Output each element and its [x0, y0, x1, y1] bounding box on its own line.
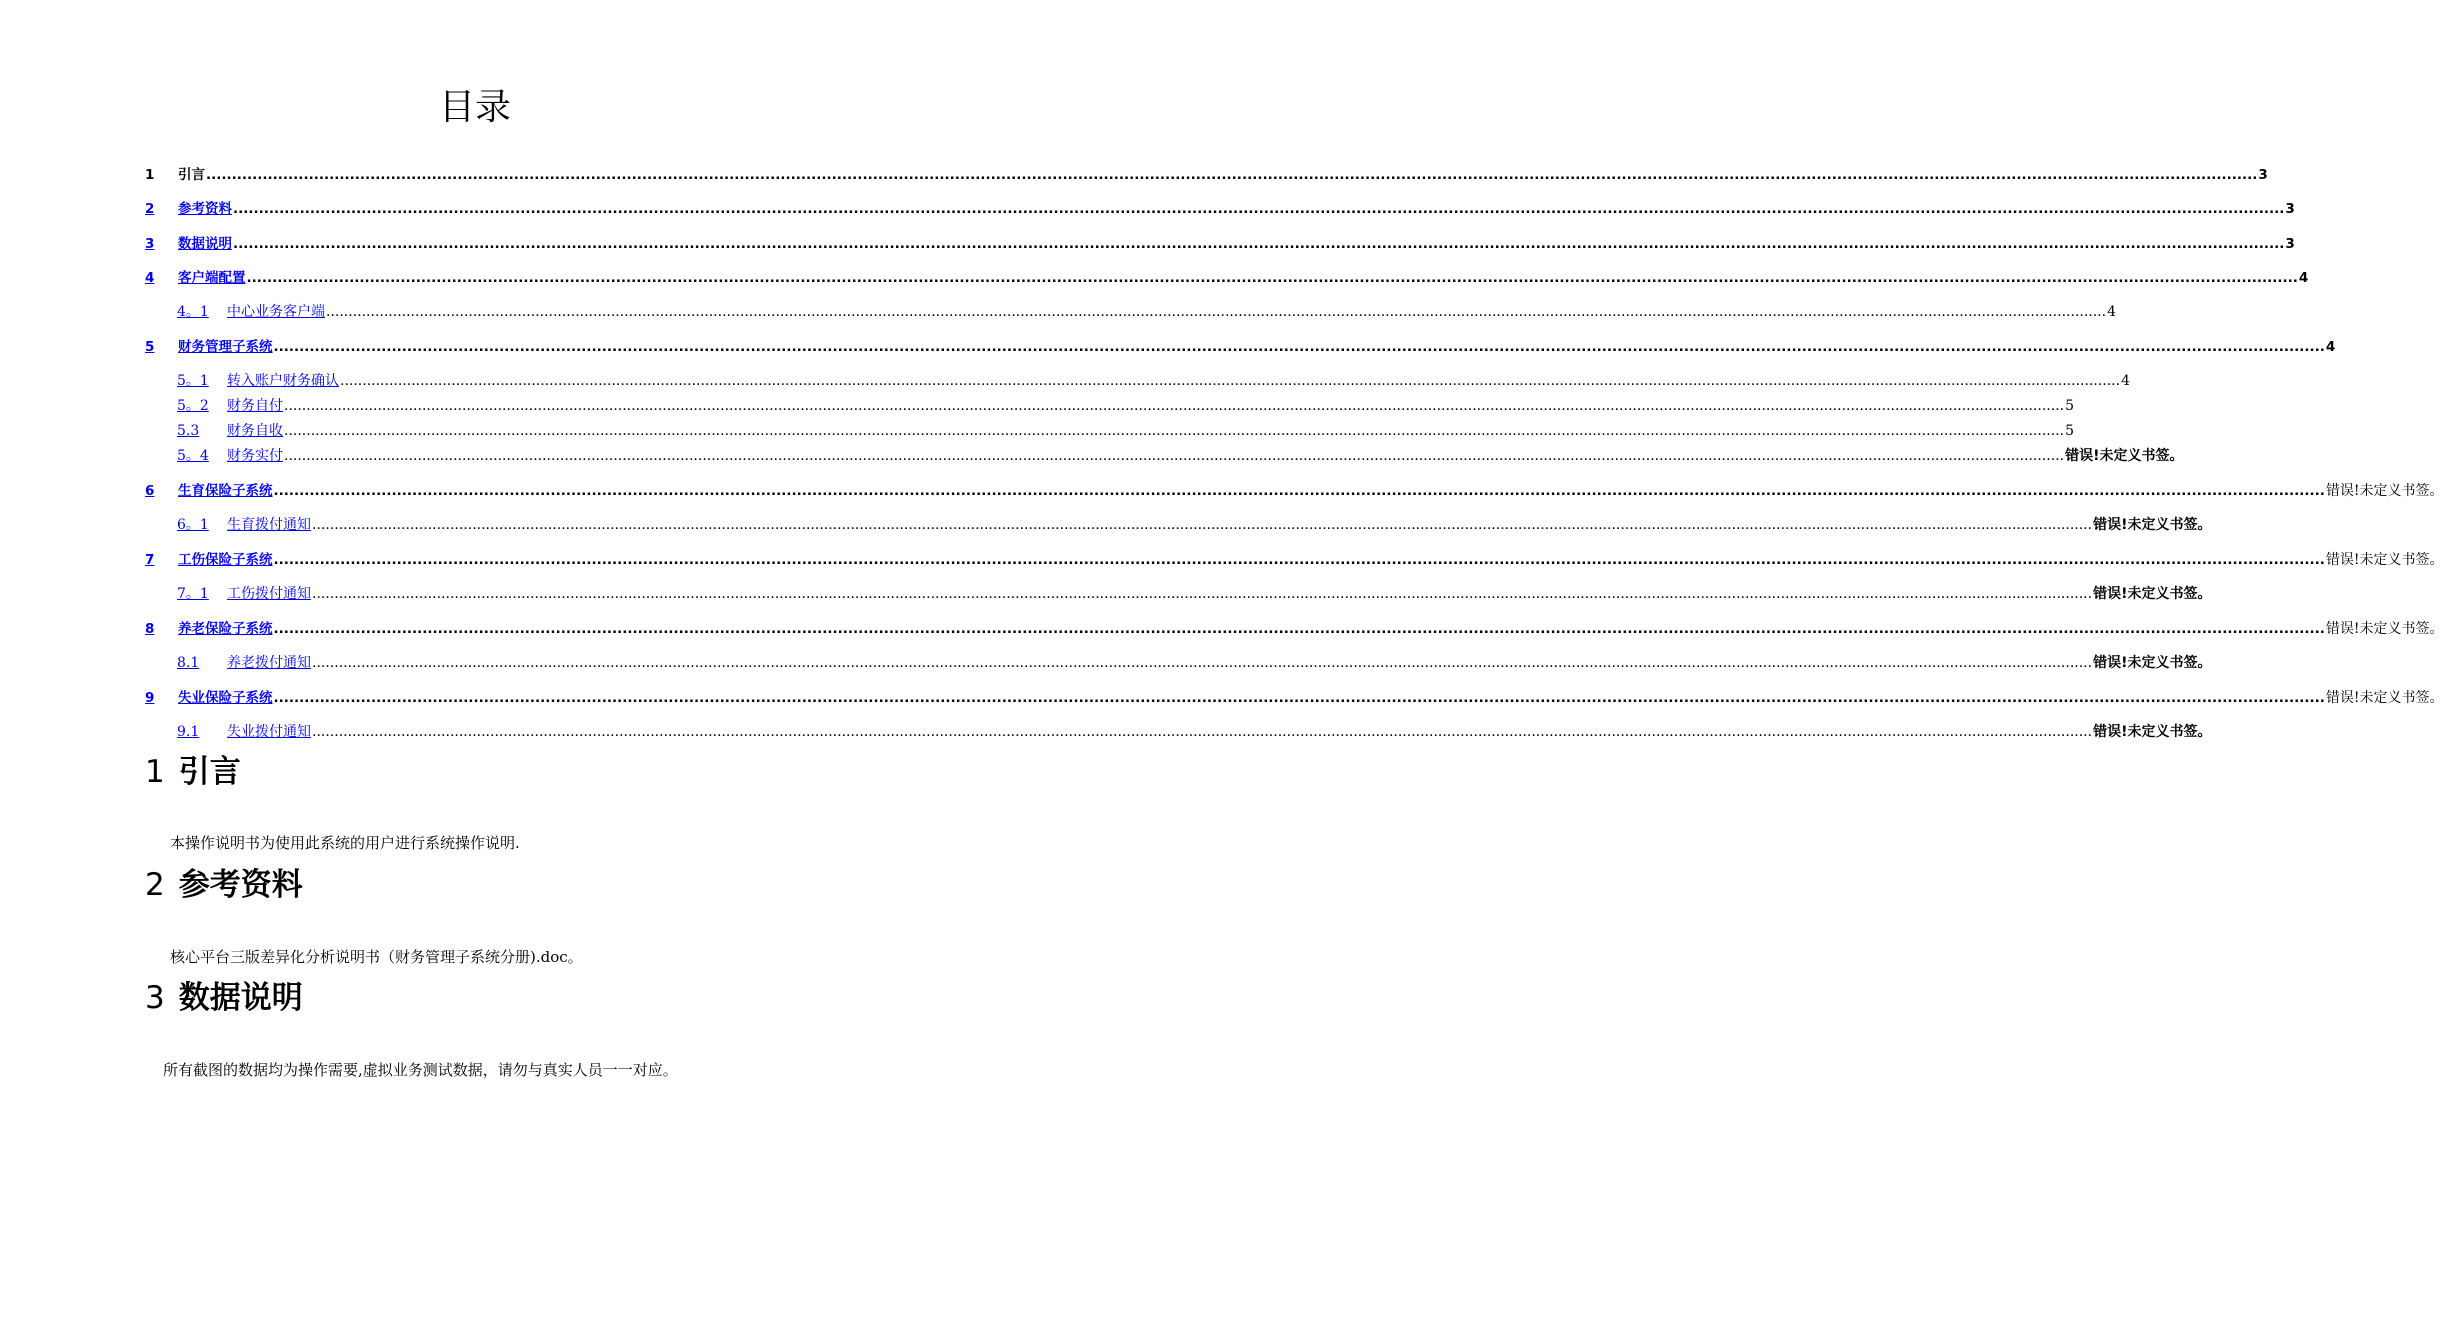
toc-dot-leader: ................................................................................................................................................................................................................................................................................................................................................................................................................	[273, 690, 2325, 706]
toc-title: 目录	[438, 87, 511, 128]
toc-entry-page: 4	[2121, 373, 2130, 389]
toc-entry-page: 错误!未定义书签。	[2325, 483, 2444, 499]
toc-entry[interactable]	[177, 368, 2130, 390]
toc-entry[interactable]	[145, 265, 2309, 287]
toc-entry-number: 5。1	[177, 373, 209, 389]
toc-entry-title: 生育拨付通知	[227, 517, 311, 533]
toc-entry[interactable]	[177, 299, 2116, 321]
toc-entry[interactable]	[145, 231, 2295, 253]
toc-entry[interactable]	[145, 547, 2444, 569]
toc-dot-leader: ................................................................................................................................................................................................................................................................................................................................................................................................................	[312, 586, 2093, 602]
toc-entry-page: 3	[2258, 167, 2268, 183]
toc-entry-number: 5。4	[177, 448, 209, 464]
toc-entry-page: 错误!未定义书签。	[2093, 517, 2212, 533]
toc-entry-number: 3	[145, 236, 155, 252]
toc-entry-page: 错误!未定义书签。	[2093, 586, 2212, 602]
toc-entry-number: 9.1	[177, 724, 200, 740]
toc-entry[interactable]	[177, 650, 2212, 672]
toc-dot-leader: ................................................................................................................................................................................................................................................................................................................................................................................................................	[284, 398, 2065, 414]
toc-dot-leader: ................................................................................................................................................................................................................................................................................................................................................................................................................	[312, 724, 2093, 740]
toc-entry-page: 错误!未定义书签。	[2325, 621, 2444, 637]
toc-entry-number: 4	[145, 270, 155, 286]
toc-dot-leader: ................................................................................................................................................................................................................................................................................................................................................................................................................	[246, 270, 2298, 286]
toc-entry[interactable]	[145, 334, 2336, 356]
toc-entry[interactable]	[177, 512, 2212, 534]
toc-entry-page: 3	[2285, 201, 2295, 217]
toc-entry-title: 转入账户财务确认	[227, 373, 339, 389]
toc-entry-title: 生育保险子系统	[178, 483, 273, 499]
toc-entry-title: 财务自付	[227, 398, 283, 414]
toc-entry-page: 错误!未定义书签。	[2093, 724, 2212, 740]
section-number: 2	[145, 867, 165, 903]
toc-entry-title: 财务管理子系统	[178, 339, 273, 355]
toc-entry[interactable]	[145, 162, 2268, 184]
toc-entry-title: 客户端配置	[178, 270, 246, 286]
toc-dot-leader: ................................................................................................................................................................................................................................................................................................................................................................................................................	[312, 517, 2093, 533]
toc-entry-number: 8.1	[177, 655, 200, 671]
toc-entry-number: 1	[145, 167, 155, 183]
toc-dot-leader: ................................................................................................................................................................................................................................................................................................................................................................................................................	[326, 304, 2107, 320]
toc-entry-number: 5	[145, 339, 155, 355]
toc-entry-title: 中心业务客户端	[227, 304, 325, 320]
toc-entry-page: 5	[2065, 398, 2074, 414]
toc-entry-number: 7	[145, 552, 155, 568]
toc-entry-number: 8	[145, 621, 155, 637]
toc-dot-leader: ................................................................................................................................................................................................................................................................................................................................................................................................................	[233, 236, 2285, 252]
toc-dot-leader: ................................................................................................................................................................................................................................................................................................................................................................................................................	[284, 423, 2065, 439]
toc-entry-title: 养老拨付通知	[227, 655, 311, 671]
toc-entry-number: 5。2	[177, 398, 209, 414]
toc-entry-title: 工伤拨付通知	[227, 586, 311, 602]
toc-entry-page: 3	[2285, 236, 2295, 252]
toc-entry-page: 错误!未定义书签。	[2325, 552, 2444, 568]
toc-entry[interactable]	[145, 478, 2444, 500]
section-body-1: 本操作说明书为使用此系统的用户进行系统操作说明.	[170, 834, 520, 852]
toc-entry-page: 4	[2298, 270, 2309, 286]
toc-entry[interactable]	[145, 196, 2295, 218]
toc-entry-title: 引言	[178, 167, 205, 183]
toc-entry-title: 失业保险子系统	[178, 690, 273, 706]
toc-entry-page: 4	[2325, 339, 2336, 355]
toc-entry[interactable]	[177, 581, 2212, 603]
toc-entry-page: 5	[2065, 423, 2074, 439]
toc-entry-title: 财务实付	[227, 448, 283, 464]
toc-dot-leader: ................................................................................................................................................................................................................................................................................................................................................................................................................	[273, 339, 2325, 355]
section-body-2: 核心平台三版差异化分析说明书（财务管理子系统分册).doc。	[170, 948, 583, 966]
toc-dot-leader: ................................................................................................................................................................................................................................................................................................................................................................................................................	[284, 448, 2065, 464]
toc-dot-leader: ................................................................................................................................................................................................................................................................................................................................................................................................................	[206, 167, 2258, 183]
toc-entry-page: 4	[2107, 304, 2116, 320]
toc-entry-number: 4。1	[177, 304, 209, 320]
section-number: 1	[145, 754, 165, 790]
toc-dot-leader: ................................................................................................................................................................................................................................................................................................................................................................................................................	[340, 373, 2121, 389]
toc-entry-number: 9	[145, 690, 155, 706]
section-heading-2	[145, 865, 303, 905]
toc-entry-title: 数据说明	[178, 236, 232, 252]
toc-entry-title: 养老保险子系统	[178, 621, 273, 637]
toc-entry[interactable]	[145, 685, 2444, 707]
toc-entry-title: 财务自收	[227, 423, 283, 439]
section-heading-3	[145, 978, 303, 1018]
toc-entry-title: 工伤保险子系统	[178, 552, 273, 568]
toc-entry[interactable]	[145, 616, 2444, 638]
section-body-3: 所有截图的数据均为操作需要,虚拟业务测试数据，请勿与真实人员一一对应。	[163, 1061, 678, 1079]
section-title: 引言	[178, 754, 241, 790]
section-number: 3	[145, 980, 165, 1016]
toc-entry-page: 错误!未定义书签。	[2065, 448, 2184, 464]
toc-entry[interactable]	[177, 393, 2074, 415]
toc-entry[interactable]	[177, 443, 2184, 465]
toc-dot-leader: ................................................................................................................................................................................................................................................................................................................................................................................................................	[273, 483, 2325, 499]
toc-entry[interactable]	[177, 719, 2212, 741]
toc-dot-leader: ................................................................................................................................................................................................................................................................................................................................................................................................................	[312, 655, 2093, 671]
toc-entry-number: 6	[145, 483, 155, 499]
toc-dot-leader: ................................................................................................................................................................................................................................................................................................................................................................................................................	[273, 552, 2325, 568]
section-heading-1	[145, 752, 241, 792]
toc-entry-title: 参考资料	[178, 201, 232, 217]
toc-entry-number: 5.3	[177, 423, 200, 439]
toc-entry-title: 失业拨付通知	[227, 724, 311, 740]
toc-dot-leader: ................................................................................................................................................................................................................................................................................................................................................................................................................	[233, 201, 2285, 217]
toc-dot-leader: ................................................................................................................................................................................................................................................................................................................................................................................................................	[273, 621, 2325, 637]
toc-entry-page: 错误!未定义书签。	[2325, 690, 2444, 706]
toc-entry-number: 6。1	[177, 517, 209, 533]
toc-entry-page: 错误!未定义书签。	[2093, 655, 2212, 671]
toc-entry[interactable]	[177, 418, 2074, 440]
section-title: 参考资料	[178, 867, 303, 903]
section-title: 数据说明	[178, 980, 303, 1016]
toc-entry-number: 7。1	[177, 586, 209, 602]
toc-entry-number: 2	[145, 201, 155, 217]
